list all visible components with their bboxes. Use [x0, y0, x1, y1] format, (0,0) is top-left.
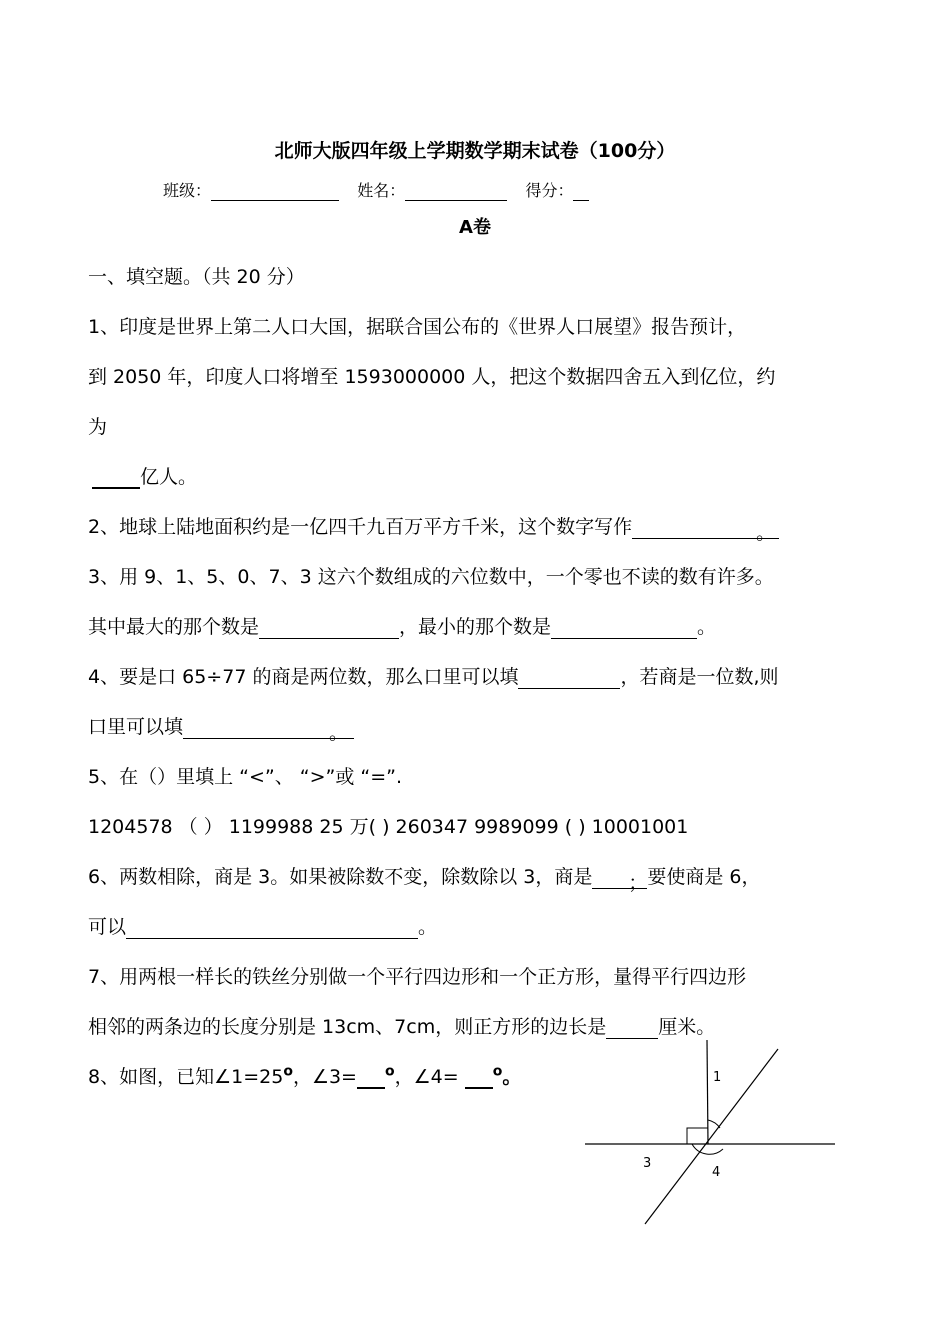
q8-degree-3: o	[384, 1063, 395, 1080]
score-colon: ：	[557, 181, 574, 200]
angle-4-arc	[692, 1144, 723, 1154]
volume-label: A卷	[459, 217, 491, 238]
name-field[interactable]	[405, 184, 507, 201]
q5-line2: 1204578 （ ） 1199988 25 万( ) 260347 9989099 ( ) 10001001	[88, 816, 689, 838]
q2-underline-tail	[775, 518, 779, 539]
q5-line1: 5、在（）里填上 “<”、 “>”或 “=”.	[88, 766, 403, 788]
diagonal-line	[645, 1049, 778, 1224]
q3-line2	[88, 612, 716, 639]
q4-part3: 口里可以填	[88, 716, 184, 738]
q6-part3: 可以	[88, 916, 127, 938]
q2-blank[interactable]	[632, 518, 756, 539]
angle-label-1: 1	[713, 1070, 722, 1085]
q4-blank-two-digit[interactable]	[518, 668, 620, 689]
student-info-row	[163, 178, 589, 201]
q2-end: 。	[756, 518, 775, 539]
q4-end: 。	[329, 718, 348, 739]
q6-end: 。	[418, 916, 438, 938]
right-angle-mark	[687, 1128, 708, 1144]
score-label: 得分	[525, 181, 558, 200]
q6-part2: 要使商是 6，	[647, 866, 761, 888]
q1-answer-line	[92, 462, 197, 489]
q4-part1: 4、要是口 65÷77 的商是两位数，那么口里可以填	[88, 666, 519, 688]
q4-line1	[88, 662, 779, 689]
class-field[interactable]	[211, 184, 339, 201]
name-colon: ：	[389, 181, 406, 200]
q3-end: 。	[697, 616, 717, 638]
q6-line1	[88, 862, 761, 894]
q8-line	[88, 1062, 521, 1089]
q1-line2: 到 2050 年，印度人口将增至 1593000000 人，把这个数据四舍五入到亿位，约	[88, 366, 776, 388]
q2-text: 2、地球上陆地面积约是一亿四千九百万平方千米，这个数字写作	[88, 516, 633, 538]
q8-blank-angle3[interactable]	[357, 1067, 385, 1089]
q3-part2: ，最小的那个数是	[399, 616, 552, 638]
q8-degree-4: o	[492, 1063, 503, 1080]
class-label: 班级	[163, 181, 196, 200]
q6-blank-method[interactable]	[126, 918, 418, 939]
q7-blank[interactable]	[606, 1018, 658, 1039]
page-title: 北师大版四年级上学期数学期末试卷（100分）	[274, 140, 676, 162]
q6-blank-quotient[interactable]	[592, 868, 628, 889]
q7-line1: 7、用两根一样长的铁丝分别做一个平行四边形和一个正方形，量得平行四边形	[88, 966, 747, 988]
name-label: 姓名	[357, 181, 390, 200]
section-heading: 一、填空题。（共 20 分）	[88, 266, 305, 288]
q7-line2	[88, 1012, 715, 1039]
q8-end: 。	[502, 1066, 522, 1088]
angle-label-3: 3	[643, 1156, 652, 1171]
q4-part2: ，若商是一位数,则	[620, 666, 779, 688]
q7-part1: 相邻的两条边的长度分别是 13cm、7cm，则正方形的边长是	[88, 1016, 607, 1038]
q4-blank-one-digit[interactable]	[183, 718, 329, 739]
q8-degree-1: o	[283, 1063, 293, 1080]
q6-part1: 6、两数相除，商是 3。如果被除数不变，除数除以 3，商是	[88, 866, 593, 888]
q1-blank[interactable]	[92, 467, 140, 489]
q8-part2: ，∠3=	[292, 1066, 357, 1088]
q3-part1: 其中最大的那个数是	[88, 616, 260, 638]
q8-part1: 8、如图，已知∠1=25	[88, 1066, 284, 1088]
q3-blank-min[interactable]	[551, 618, 697, 639]
score-field[interactable]	[573, 184, 589, 201]
q4-line2	[88, 712, 354, 744]
q2-line	[88, 512, 779, 544]
angle-figure	[580, 1038, 840, 1234]
q6-semicolon: ；	[628, 868, 647, 889]
class-colon: ：	[195, 181, 212, 200]
q3-line1: 3、用 9、1、5、0、7、3 这六个数组成的六位数中，一个零也不读的数有许多。	[88, 566, 774, 588]
q4-underline-tail	[348, 718, 354, 739]
q1-line1: 1、印度是世界上第二人口大国，据联合国公布的《世界人口展望》报告预计，	[88, 316, 747, 338]
q1-line3: 为	[88, 416, 108, 438]
q7-end: 厘米。	[658, 1016, 716, 1038]
q8-part3: ，∠4=	[394, 1066, 465, 1088]
q6-line2	[88, 912, 437, 939]
angle-label-4: 4	[712, 1165, 721, 1180]
q8-blank-angle4[interactable]	[465, 1067, 493, 1089]
q3-blank-max[interactable]	[259, 618, 399, 639]
q1-tail: 亿人。	[140, 466, 198, 488]
